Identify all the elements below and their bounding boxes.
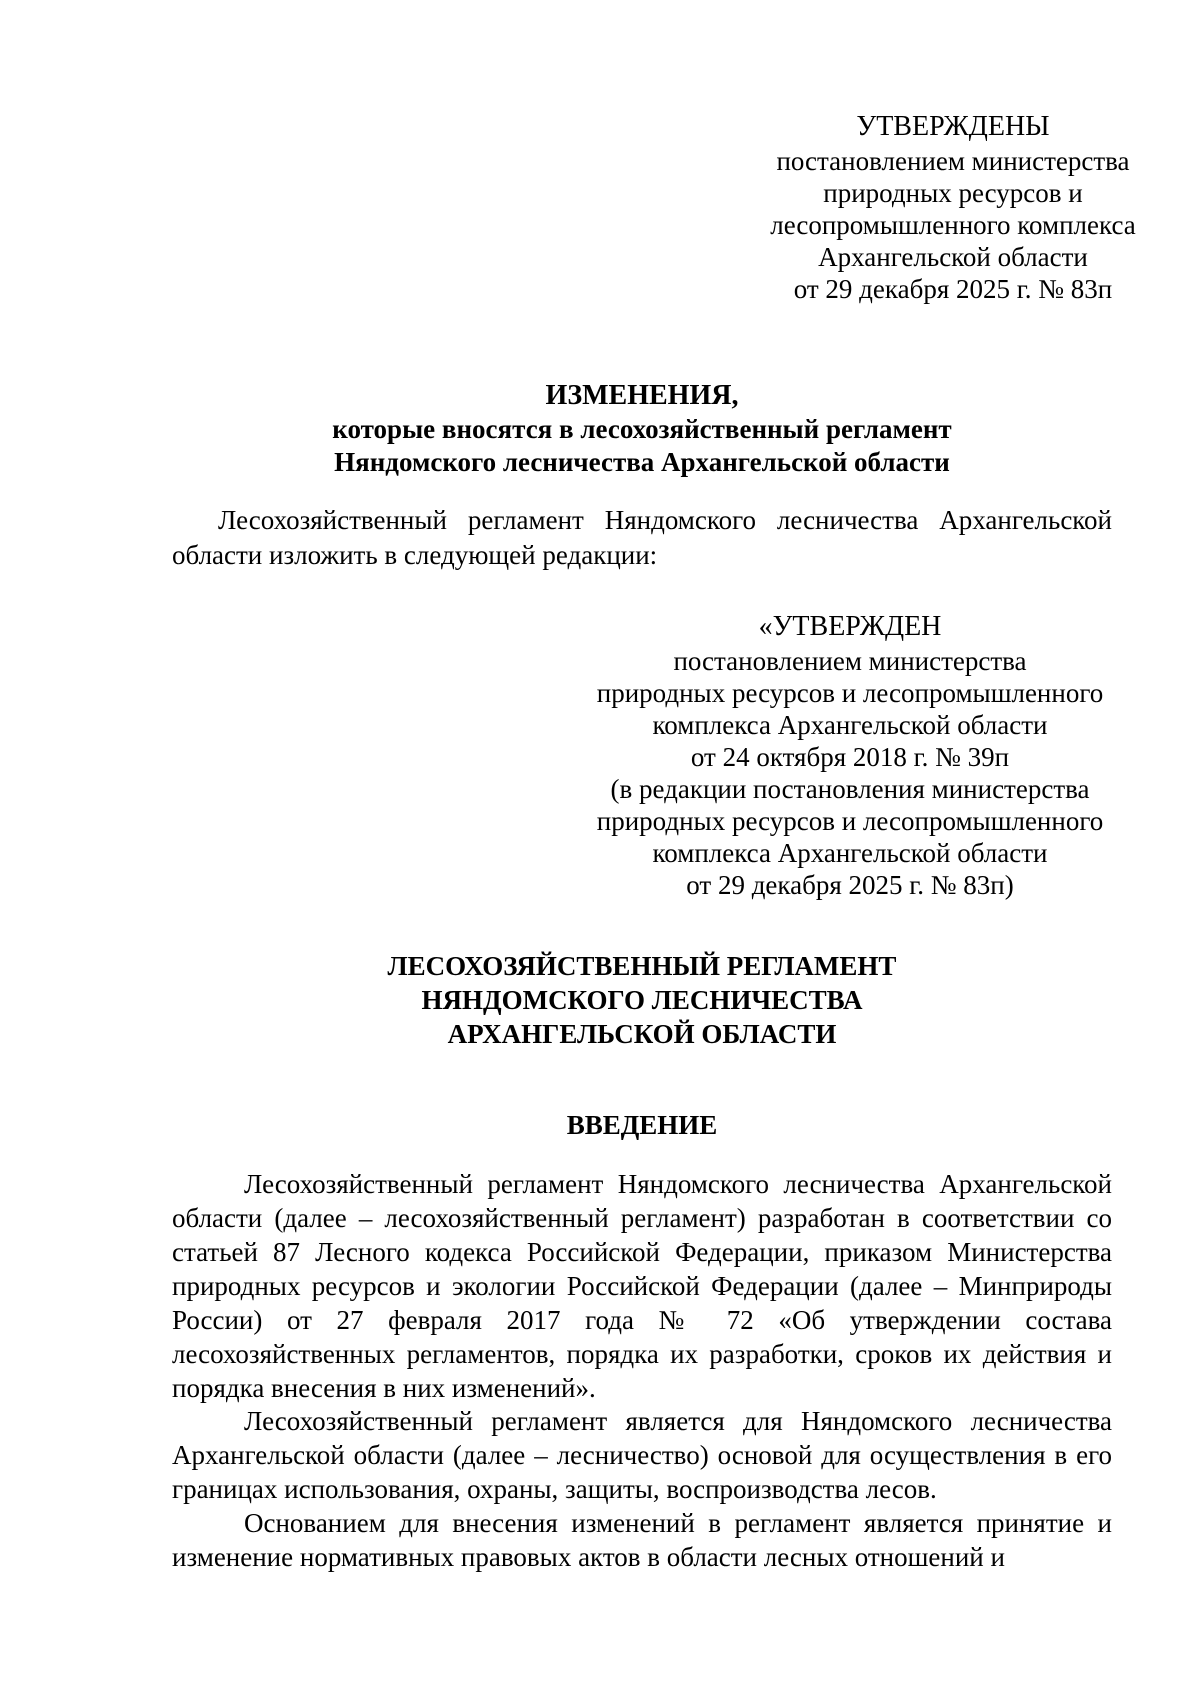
approval-stamp-line: лесопромышленного комплекса [770,210,1136,240]
regulation-stamp-line: природных ресурсов и лесопромышленного [596,678,1104,708]
regulation-stamp-line: постановлением министерства [673,646,1027,676]
approval-stamp-line: природных ресурсов и [823,178,1083,208]
approval-stamp-line: постановлением министерства [776,146,1130,176]
regulation-stamp-heading: «УТВЕРЖДЕН [758,611,942,642]
approval-stamp-line: от 29 декабря 2025 г. № 83п [793,274,1113,304]
regulation-stamp-line: природных ресурсов и лесопромышленного [596,806,1104,836]
amendments-title-line: Няндомского лесничества Архангельской области [334,447,950,477]
regulation-stamp-line: комплекса Архангельской области [652,710,1048,740]
amendments-title [172,378,1112,479]
approval-stamp-line: Архангельской области [818,242,1088,272]
regulation-stamp-line: (в редакции постановления министерства [610,774,1090,804]
intro-paragraph: Лесохозяйственный регламент Няндомского лесничества Архангельской области изложить в следующей редакции: [172,505,1112,570]
regulation-title [172,949,1112,1051]
body-paragraph: Лесохозяйственный регламент является для Няндомского лесничества Архангельской области (далее – лесничество) основой для осуществления в его границах использования, охраны, защиты, воспроизводства лесов. [172,1406,1112,1504]
approval-stamp [683,109,1200,305]
amendments-title-line: которые вносятся в лесохозяйственный регламент [332,414,952,444]
amendments-title-line: ИЗМЕНЕНИЯ, [545,380,739,411]
regulation-title-line: ЛЕСОХОЗЯЙСТВЕННЫЙ РЕГЛАМЕНТ [387,951,897,981]
regulation-title-line: НЯНДОМСКОГО ЛЕСНИЧЕСТВА [421,985,863,1015]
approval-stamp-heading: УТВЕРЖДЕНЫ [856,111,1050,142]
regulation-approval-stamp [570,609,1130,901]
body-paragraph: Основанием для внесения изменений в регламент является принятие и изменение нормативных правовых актов в области лесных отношений и [172,1508,1112,1572]
section-heading-introduction: ВВЕДЕНИЕ [566,1110,718,1140]
regulation-stamp-line: от 24 октября 2018 г. № 39п [690,742,1010,772]
regulation-stamp-line: от 29 декабря 2025 г. № 83п) [686,870,1014,900]
body-paragraph: Лесохозяйственный регламент Няндомского лесничества Архангельской области (далее – лесохозяйственный регламент) разработан в соответствии со статьей 87 Лесного кодекса Российской Федерации, приказом Министерства природных ресурсов и экологии Российской Федерации (далее – Минприроды России) от 27 февраля 2017 года № 72 «Об утверждении состава лесохозяйственных регламентов, порядка их разработки, сроков их действия и порядка внесения в них изменений». [172,1169,1112,1403]
regulation-title-line: АРХАНГЕЛЬСКОЙ ОБЛАСТИ [447,1019,837,1049]
regulation-stamp-line: комплекса Архангельской области [652,838,1048,868]
